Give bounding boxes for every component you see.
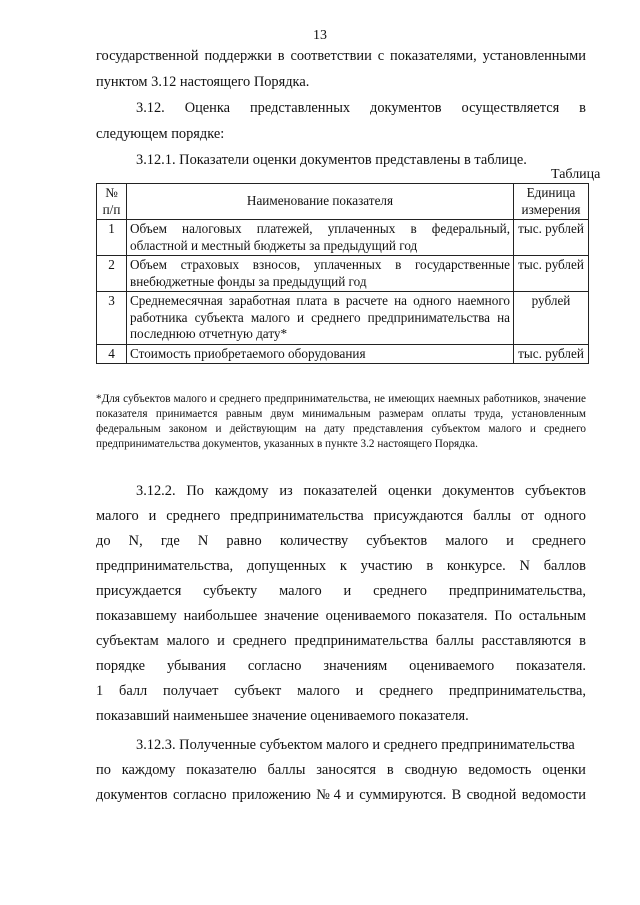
table-row	[97, 344, 589, 364]
row-name: Объем страховых взносов, уплаченных в государственные внебюджетные фонды за предыдущий год	[127, 256, 514, 292]
word: получает	[163, 683, 219, 699]
word: наибольшее	[183, 608, 258, 624]
indicators-table	[96, 183, 589, 364]
word: каждому	[214, 483, 269, 499]
word: сводную	[404, 762, 458, 778]
word: малого	[297, 683, 340, 699]
p3122-line-1	[136, 483, 586, 500]
word: баллы	[473, 508, 511, 524]
word: равно	[226, 533, 262, 549]
word: предпринимательства,	[96, 558, 234, 574]
word: от	[520, 508, 535, 524]
word: оценки	[388, 483, 432, 499]
word: поддержки	[204, 48, 272, 64]
p3122-line-7	[96, 633, 586, 650]
word: осуществляется	[461, 100, 560, 116]
p312-line-2: следующем порядке:	[96, 126, 225, 142]
p3122-line-8	[96, 658, 586, 675]
row-name: Стоимость приобретаемого оборудования	[127, 344, 514, 364]
word: малого	[166, 633, 210, 649]
word: субъектов	[525, 483, 586, 499]
p3123-line-1: 3.12.3. Полученные субъектом малого и среднего предпринимательства	[136, 737, 575, 753]
word: оцениваемого	[409, 658, 495, 674]
word: порядке	[96, 658, 146, 674]
word: каждому	[121, 762, 176, 778]
word: сводной	[466, 787, 517, 803]
word: балл	[119, 683, 148, 699]
table-caption: Таблица	[551, 167, 601, 182]
word: убывания	[166, 658, 226, 674]
p3122-line-4	[96, 558, 586, 575]
p3123-line-3	[96, 787, 586, 804]
p3122-line-9	[96, 683, 586, 700]
word: баллы	[435, 633, 474, 649]
word: показателями,	[390, 48, 477, 64]
word: В	[451, 787, 462, 803]
row-unit: рублей	[514, 292, 589, 345]
table-row	[97, 292, 589, 345]
table-row	[97, 220, 589, 256]
word: субъектов	[366, 533, 428, 549]
word: документов	[442, 483, 515, 499]
word: до	[96, 533, 111, 549]
word: документов	[370, 100, 442, 116]
word: соответствии	[290, 48, 372, 64]
row-num: 1	[97, 220, 127, 256]
word: предпринимательства,	[448, 583, 586, 599]
word: и	[346, 787, 354, 803]
row-name: Среднемесячная заработная плата в расчете на одного наемного работника субъекта малого и среднего предпринимательства на последнюю отчетную дату*	[127, 292, 514, 345]
word: значениям	[323, 658, 388, 674]
word: Оценка	[184, 100, 231, 116]
word: № 4	[316, 787, 341, 803]
word: 3.12.	[136, 100, 165, 116]
word: показателя.	[417, 608, 488, 624]
word: в	[277, 48, 285, 64]
word: баллов	[543, 558, 586, 574]
word: среднего	[373, 583, 427, 599]
word: показателя.	[516, 658, 586, 674]
row-num: 3	[97, 292, 127, 345]
word: присуждаются	[373, 508, 464, 524]
word: конкурсе.	[446, 558, 506, 574]
word: с	[377, 48, 385, 64]
header-name: Наименование показателя	[127, 184, 514, 220]
word: и	[217, 633, 225, 649]
p3123-line-2	[96, 762, 586, 779]
word: и	[506, 533, 514, 549]
word: баллы	[267, 762, 306, 778]
row-num: 2	[97, 256, 127, 292]
p3122-line-5	[96, 583, 586, 600]
word: среднего	[531, 533, 586, 549]
word: 1	[96, 683, 104, 699]
row-name: Объем налоговых платежей, уплаченных в федеральный, областной и местный бюджеты за предыдущий год	[127, 220, 514, 256]
p3122-line-6	[96, 608, 586, 625]
word: среднего	[379, 683, 434, 699]
word: суммируются.	[359, 787, 447, 803]
word: По	[186, 483, 204, 499]
word: в	[579, 100, 586, 116]
header-num: № п/п	[97, 184, 127, 220]
p3121-text: 3.12.1. Показатели оценки документов представлены в таблице.	[136, 152, 527, 168]
word: заносятся	[316, 762, 377, 778]
table-row	[97, 256, 589, 292]
p3122-line-2	[96, 508, 586, 525]
header-unit: Единица измерения	[514, 184, 589, 220]
word: присуждается	[96, 583, 182, 599]
word: предпринимательства,	[448, 683, 586, 699]
word: оцениваемого	[325, 608, 411, 624]
word: представленных	[249, 100, 351, 116]
word: в	[426, 558, 434, 574]
word: малого	[279, 583, 322, 599]
word: оценки	[542, 762, 586, 778]
word: приложению	[231, 787, 311, 803]
table-header-row	[97, 184, 589, 220]
word: остальным	[518, 608, 586, 624]
word: расставляются	[481, 633, 572, 649]
word: показателю	[186, 762, 257, 778]
word: государственной	[96, 48, 199, 64]
word: документов	[96, 787, 168, 803]
page-number: 13	[313, 28, 327, 43]
word: участию	[360, 558, 413, 574]
word: малого	[445, 533, 488, 549]
word: По	[494, 608, 512, 624]
word: согласно	[247, 658, 302, 674]
intro-line-2: пунктом 3.12 настоящего Порядка.	[96, 74, 310, 90]
word: предпринимательства	[230, 508, 364, 524]
word: субъект	[234, 683, 282, 699]
word: среднего	[166, 508, 221, 524]
word: допущенных	[246, 558, 327, 574]
word: показателей	[303, 483, 378, 499]
word: установленными	[482, 48, 586, 64]
word: и	[355, 683, 364, 699]
word: и	[148, 508, 157, 524]
word: по	[96, 762, 111, 778]
intro-line-1	[96, 48, 586, 65]
row-unit: тыс. рублей	[514, 344, 589, 364]
word: значение	[264, 608, 319, 624]
word: к	[339, 558, 347, 574]
word: ведомости	[521, 787, 586, 803]
word: 3.12.2.	[136, 483, 176, 499]
word: показавшему	[96, 608, 177, 624]
word: среднего	[232, 633, 287, 649]
word: из	[279, 483, 293, 499]
word: субъекту	[203, 583, 258, 599]
word: и	[343, 583, 352, 599]
word: предпринимательства	[294, 633, 429, 649]
word: в	[579, 633, 586, 649]
p3122-line-3	[96, 533, 586, 550]
p3122-line-10: показавший наименьшее значение оцениваемого показателя.	[96, 708, 469, 724]
word: одного	[544, 508, 586, 524]
row-unit: тыс. рублей	[514, 220, 589, 256]
word: где	[160, 533, 180, 549]
word: согласно	[172, 787, 227, 803]
word: ведомость	[468, 762, 532, 778]
row-num: 4	[97, 344, 127, 364]
row-unit: тыс. рублей	[514, 256, 589, 292]
footnote: *Для субъектов малого и среднего предпринимательства, не имеющих наемных работников, значение показателя принимается равным двум минимальным размерам оплаты труда, установленным федеральным законом и действующим на дату представления субъектом малого и среднего предпринимательства документов, указанных в пункте 3.2 настоящего Порядка.	[96, 393, 586, 450]
p312-line-1	[136, 100, 586, 117]
word: количеству	[279, 533, 349, 549]
word: малого	[96, 508, 139, 524]
word: N,	[128, 533, 143, 549]
word: субъектам	[96, 633, 159, 649]
word: в	[386, 762, 394, 778]
word: N	[197, 533, 209, 549]
word: N	[519, 558, 530, 574]
